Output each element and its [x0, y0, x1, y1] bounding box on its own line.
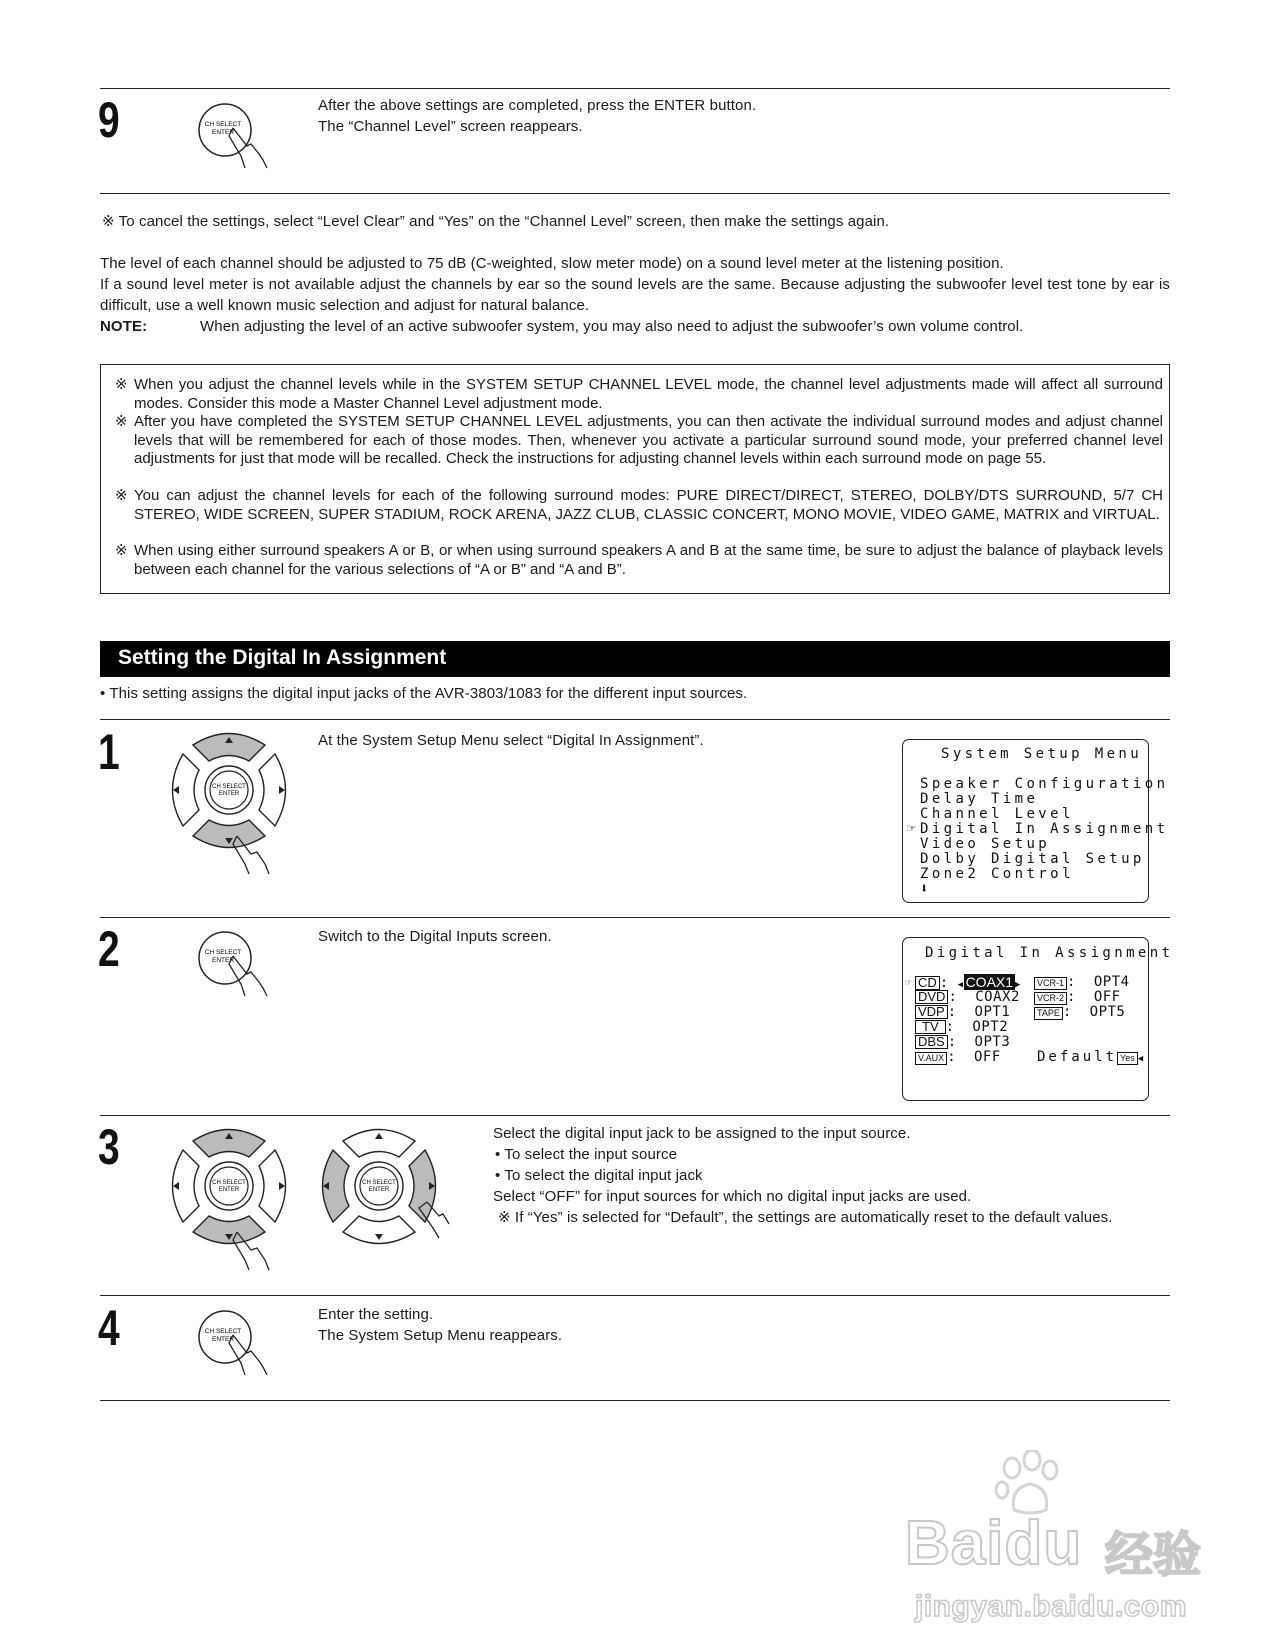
button-label-line1: CH SELECT: [362, 1180, 396, 1186]
arrow-right-icon: ▶: [1015, 980, 1021, 990]
level-paragraph-line-1: The level of each channel should be adjusted to 75 dB (C-weighted, slow meter mode) on a sound level meter at the listening position.: [100, 255, 1004, 272]
step3-text: [493, 1123, 1170, 1228]
menu-item-dolby-digital-setup: Dolby Digital Setup: [920, 851, 1145, 867]
assign-value-tv: OPT2: [972, 1019, 1009, 1035]
assign-row-cd: CD : ◀ COAX1 ▶: [915, 975, 1021, 994]
assign-value-vaux: OFF: [973, 1049, 1001, 1065]
cursor-pad-up-down-icon: [165, 1124, 295, 1274]
source-tag-vdp: VDP: [915, 1005, 948, 1019]
step-number-3: 3: [98, 1119, 120, 1175]
step2-text: Switch to the Digital Inputs screen.: [318, 928, 552, 945]
assign-value-dbs: OPT3: [974, 1034, 1011, 1050]
button-label-line1: CH SELECT: [212, 1180, 246, 1186]
level-paragraph-line-2: If a sound level meter is not available adjust the channels by ear so the sound levels are the same. Because adjusting the subwoofer level test tone by ear is difficult, use a well known music selection and adjust for natural balance.: [100, 276, 1170, 314]
assign-row-vcr1: VCR-1 : OPT4: [1034, 975, 1130, 991]
rule-step1-top: [100, 719, 1170, 720]
note-mark: ※: [115, 376, 128, 393]
default-value: Yes: [1117, 1052, 1138, 1065]
enter-button-icon: [185, 1309, 285, 1381]
cursor-pad-down-icon: [165, 728, 295, 878]
cancel-note: ※ To cancel the settings, select “Level Clear” and “Yes” on the “Channel Level” screen, then make the settings again.: [102, 213, 890, 230]
button-label-line2: ENTER: [368, 1187, 390, 1193]
cursor-pad-left-right-icon: [315, 1124, 455, 1254]
step3-line-4: Select “OFF” for input sources for which no digital input jacks are used.: [493, 1188, 972, 1205]
baidu-url: jingyan.baidu.com: [915, 1590, 1187, 1623]
boxed-note-text: You can adjust the channel levels for each of the following surround modes: PURE DIRECT/DIRECT, STEREO, DOLBY/DTS SURROUND, 5/7 CH STEREO, WIDE SCREEN, SUPER STADIUM, ROCK ARENA, JAZZ CLUB, CLASSIC CONCERT, MONO MOVIE, VIDEO GAME, MATRIX and VIRTUAL.: [134, 487, 1163, 523]
assign-row-tape: TAPE : OPT5: [1034, 1005, 1125, 1021]
assign-row-vdp: VDP : OPT1: [915, 1005, 1010, 1021]
note-mark: ※: [115, 413, 128, 430]
step3-line-1: Select the digital input jack to be assigned to the input source.: [493, 1125, 911, 1142]
digital-in-assignment-screen: [902, 937, 1174, 1101]
source-tag-dbs: DBS: [915, 1035, 948, 1049]
note-line: [100, 316, 1170, 337]
boxed-note-1: [115, 376, 1163, 413]
assign-row-vcr2: VCR-2 : OFF: [1034, 990, 1121, 1006]
button-label-line2: ENTER: [218, 1187, 240, 1193]
baidu-brand-cn: 经验: [1105, 1529, 1202, 1582]
step3-line-2: • To select the input source: [495, 1146, 678, 1163]
step9-line-1: After the above settings are completed, press the ENTER button.: [318, 97, 757, 114]
button-label-line1: CH SELECT: [204, 1328, 242, 1335]
step-number-9: 9: [98, 92, 120, 148]
assign-value-vcr1: OPT4: [1093, 974, 1130, 990]
assign-row-dbs: DBS : OPT3: [915, 1035, 1010, 1051]
assign-value-vcr2: OFF: [1093, 989, 1121, 1005]
section-title: Setting the Digital In Assignment: [118, 646, 447, 669]
menu-item-video-setup: Video Setup: [920, 836, 1051, 852]
assign-value-dvd: COAX2: [975, 989, 1020, 1005]
note-text: When adjusting the level of an active subwoofer system, you may also need to adjust the subwoofer’s own volume control.: [200, 318, 1024, 335]
step-number-2: 2: [98, 921, 120, 977]
scroll-down-icon: ⬇: [920, 881, 929, 897]
step9-text: [318, 95, 756, 137]
assign-row-dvd: DVD : COAX2: [915, 990, 1020, 1006]
note-mark: ※: [115, 542, 128, 559]
step3-note: ※ If “Yes” is selected for “Default”, the settings are automatically reset to the default values.: [498, 1209, 1113, 1226]
rule-top: [100, 88, 1170, 89]
button-label-line2: ENTER: [211, 1336, 235, 1343]
boxed-note-4: [115, 542, 1163, 579]
assign-row-vaux: V.AUX : OFF: [915, 1050, 1001, 1066]
source-tag-vaux: V.AUX: [915, 1052, 947, 1065]
enter-button-icon: [185, 102, 285, 174]
default-label: Default: [1037, 1049, 1118, 1065]
rule-bottom: [100, 1400, 1170, 1401]
menu-cursor-icon: ☞: [907, 821, 916, 837]
baidu-watermark: [905, 1450, 1205, 1640]
rule-step4-top: [100, 1295, 1170, 1296]
boxed-note-text: After you have completed the SYSTEM SETUP CHANNEL LEVEL adjustments, you can then activate the individual surround modes and adjust channel levels that will be remembered for each of those modes. Then, whenever you activate a particular surround sound mode, your preferred channel level adjustments for just that mode will be recalled. Check the instructions for adjusting channel levels within each surround mode on page 55.: [134, 413, 1163, 467]
assign-value-vdp: OPT1: [974, 1004, 1011, 1020]
assign-row-tv: TV : OPT2: [915, 1020, 1008, 1036]
step3-line-3: • To select the digital input jack: [495, 1167, 703, 1184]
step4-line-2: The System Setup Menu reappears.: [318, 1327, 563, 1344]
menu-item-channel-level: Channel Level: [920, 806, 1074, 822]
screen-title: Digital In Assignment: [925, 945, 1174, 961]
assign-value-tape: OPT5: [1089, 1004, 1126, 1020]
step1-text: At the System Setup Menu select “Digital In Assignment”.: [318, 732, 704, 749]
rule-step2-top: [100, 917, 1170, 918]
boxed-note-text: When you adjust the channel levels while in the SYSTEM SETUP CHANNEL LEVEL mode, the channel level adjustments made will affect all surround modes. Consider this mode a Master Channel Level adjustment mode.: [134, 376, 1163, 412]
baidu-brand: Baidu: [905, 1509, 1083, 1578]
rule-step9-bottom: [100, 193, 1170, 194]
step4-text: [318, 1304, 562, 1346]
step-number-1: 1: [98, 724, 120, 780]
boxed-note-2: [115, 413, 1163, 469]
menu-item-delay-time: Delay Time: [920, 791, 1039, 807]
assign-value-cd: COAX1: [965, 974, 1014, 990]
source-tag-tv: TV: [915, 1020, 946, 1034]
step4-line-1: Enter the setting.: [318, 1306, 434, 1323]
button-label-line2: ENTER: [211, 129, 235, 136]
arrow-left-icon: ◀: [957, 980, 964, 990]
boxed-note-text: When using either surround speakers A or B, or when using surround speakers A and B at the same time, be sure to adjust the balance of playback levels between each channel for the various selections of “A or B” and “A and B”.: [134, 542, 1163, 578]
button-label-line2: ENTER: [218, 791, 240, 797]
menu-item-digital-in-assignment: Digital In Assignment: [920, 821, 1169, 837]
note-label: NOTE:: [100, 318, 148, 335]
level-paragraph: [100, 253, 1170, 337]
rule-step3-top: [100, 1115, 1170, 1116]
section-header: [100, 641, 1170, 677]
button-label-line2: ENTER: [211, 957, 235, 964]
arrow-left-icon: ◀: [1137, 1054, 1144, 1064]
menu-item-speaker-configuration: Speaker Configuration: [920, 776, 1169, 792]
source-tag-vcr1: VCR-1: [1034, 977, 1067, 990]
step-number-4: 4: [98, 1300, 120, 1356]
boxed-note-3: [115, 487, 1163, 524]
source-tag-vcr2: VCR-2: [1034, 992, 1067, 1005]
assign-cursor-icon: ☞: [905, 976, 913, 989]
boxed-notes: [100, 364, 1170, 594]
enter-button-icon: [185, 930, 285, 1002]
step9-line-2: The “Channel Level” screen reappears.: [318, 118, 583, 135]
screen-title: System Setup Menu: [941, 746, 1143, 762]
source-tag-cd: CD: [915, 976, 940, 990]
source-tag-tape: TAPE: [1034, 1007, 1063, 1020]
source-tag-dvd: DVD: [915, 990, 948, 1004]
button-label-line1: CH SELECT: [212, 784, 246, 790]
button-label-line1: CH SELECT: [204, 949, 242, 956]
button-label-line1: CH SELECT: [204, 121, 242, 128]
system-setup-menu-screen: [902, 739, 1169, 903]
menu-item-zone2-control: Zone2 Control: [920, 866, 1074, 882]
section-intro: • This setting assigns the digital input jacks of the AVR-3803/1083 for the different input sources.: [100, 685, 748, 702]
note-mark: ※: [115, 487, 128, 504]
default-row: [1037, 1050, 1143, 1068]
